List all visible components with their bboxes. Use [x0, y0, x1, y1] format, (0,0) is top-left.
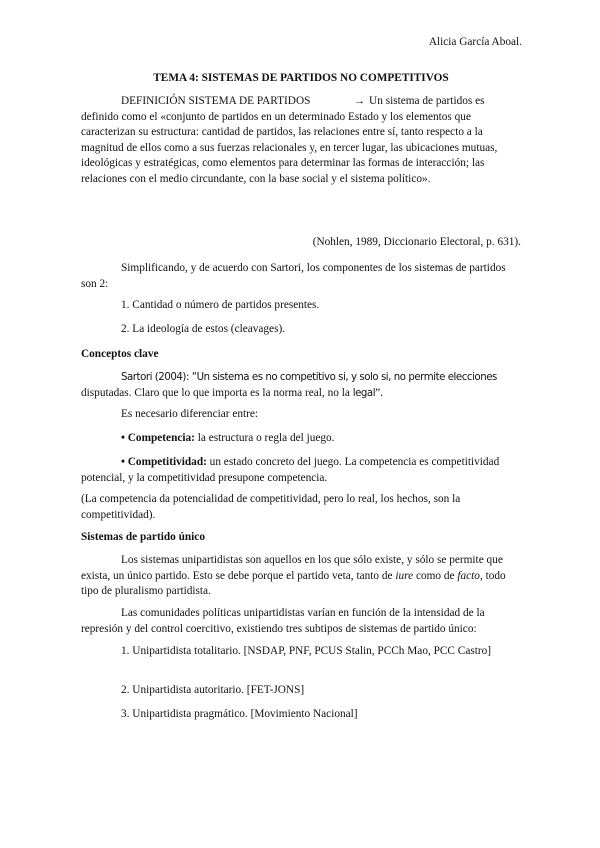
sartori-quote-legal: legal — [352, 387, 376, 399]
sartori-quote-rest: disputadas. Claro que lo que importa es la norma real, no la — [81, 386, 353, 399]
single-party-paragraph-1 — [81, 553, 521, 600]
sartori-quote-close: ”. — [375, 386, 383, 399]
concepts-heading: Conceptos clave — [81, 348, 159, 360]
sartori-citation: Sartori (2004): — [121, 372, 189, 383]
competitividad-text: un estado concreto del juego. La competencia es competitividad potencial, y la competitividad presupone competencia. — [81, 456, 500, 484]
definition-paragraph — [81, 94, 521, 187]
component-item-2: 2. La ideología de estos (cleavages). — [121, 323, 286, 335]
competitividad-label: • Competitividad: — [121, 456, 207, 468]
competencia-note: (La competencia da potencialidad de competitividad, pero lo real, los hechos, son la competitividad). — [81, 493, 461, 521]
differentiate-text: Es necesario diferenciar entre: — [121, 408, 259, 420]
subtype-item-1: 1. Unipartidista totalitario. [NSDAP, PNF, PCUS Stalin, PCCh Mao, PCC Castro] — [121, 645, 492, 657]
definition-text: Un sistema de partidos es definido como el «conjunto de partidos en un determinado Estado y los elementos que caracterizan su estructura: cantidad de partidos, las relaciones entre sí, tanto respecto a la magnitud de ellos como a sus fuerzas relacionales y, en tercer lugar, las ubicaciones mutuas, ideológicas y estratégicas, como elementos para determinar las formas de interacción; las relaciones con el medio circundante, con la base social y el sistema político». — [81, 95, 498, 185]
single-party-paragraph-2: Las comunidades políticas unipartidistas varían en función de la intensidad de la represión y del control coercitivo, existiendo tres subtipos de sistemas de partido único: — [81, 607, 485, 635]
single-party-heading: Sistemas de partido único — [81, 531, 205, 543]
simplify-paragraph: Simplificando, y de acuerdo con Sartori, los componentes de los sistemas de partidos son 2: — [81, 262, 506, 290]
competencia-text: la estructura o regla del juego. — [194, 432, 335, 444]
component-item-1: 1. Cantidad o número de partidos presentes. — [121, 299, 320, 311]
competencia-label: • Competencia: — [121, 432, 195, 444]
facto-term: facto — [457, 569, 480, 582]
subtype-item-3: 3. Unipartidista pragmático. [Movimiento Nacional] — [121, 708, 358, 720]
arrow-right-icon: → — [354, 95, 366, 107]
subtype-item-2: 2. Unipartidista autoritario. [FET-JONS] — [121, 684, 305, 696]
para1-part-c: , todo tipo de pluralismo partidista. — [81, 569, 506, 597]
sartori-quote-paragraph — [81, 370, 521, 401]
header-author: Alicia García Aboal. — [428, 36, 522, 48]
para1-part-b: como de — [413, 569, 458, 582]
competitividad-item — [81, 455, 521, 486]
page-title: TEMA 4: SISTEMAS DE PARTIDOS NO COMPETITIVOS — [153, 72, 449, 84]
iure-term: iure — [395, 569, 414, 582]
definition-label: DEFINICIÓN SISTEMA DE PARTIDOS — [121, 95, 311, 107]
definition-citation: (Nohlen, 1989, Diccionario Electoral, p. 631). — [312, 236, 521, 248]
para1-part-a: Los sistemas unipartidistas son aquellos en los que sólo existe, y sólo se permite que exista, un único partido. Esto se debe porque el partido veta, tanto de — [81, 554, 503, 582]
competencia-item — [81, 431, 521, 447]
sartori-quote-start: “Un sistema es no competitivo si, y solo si, no permite elecciones — [188, 372, 497, 383]
